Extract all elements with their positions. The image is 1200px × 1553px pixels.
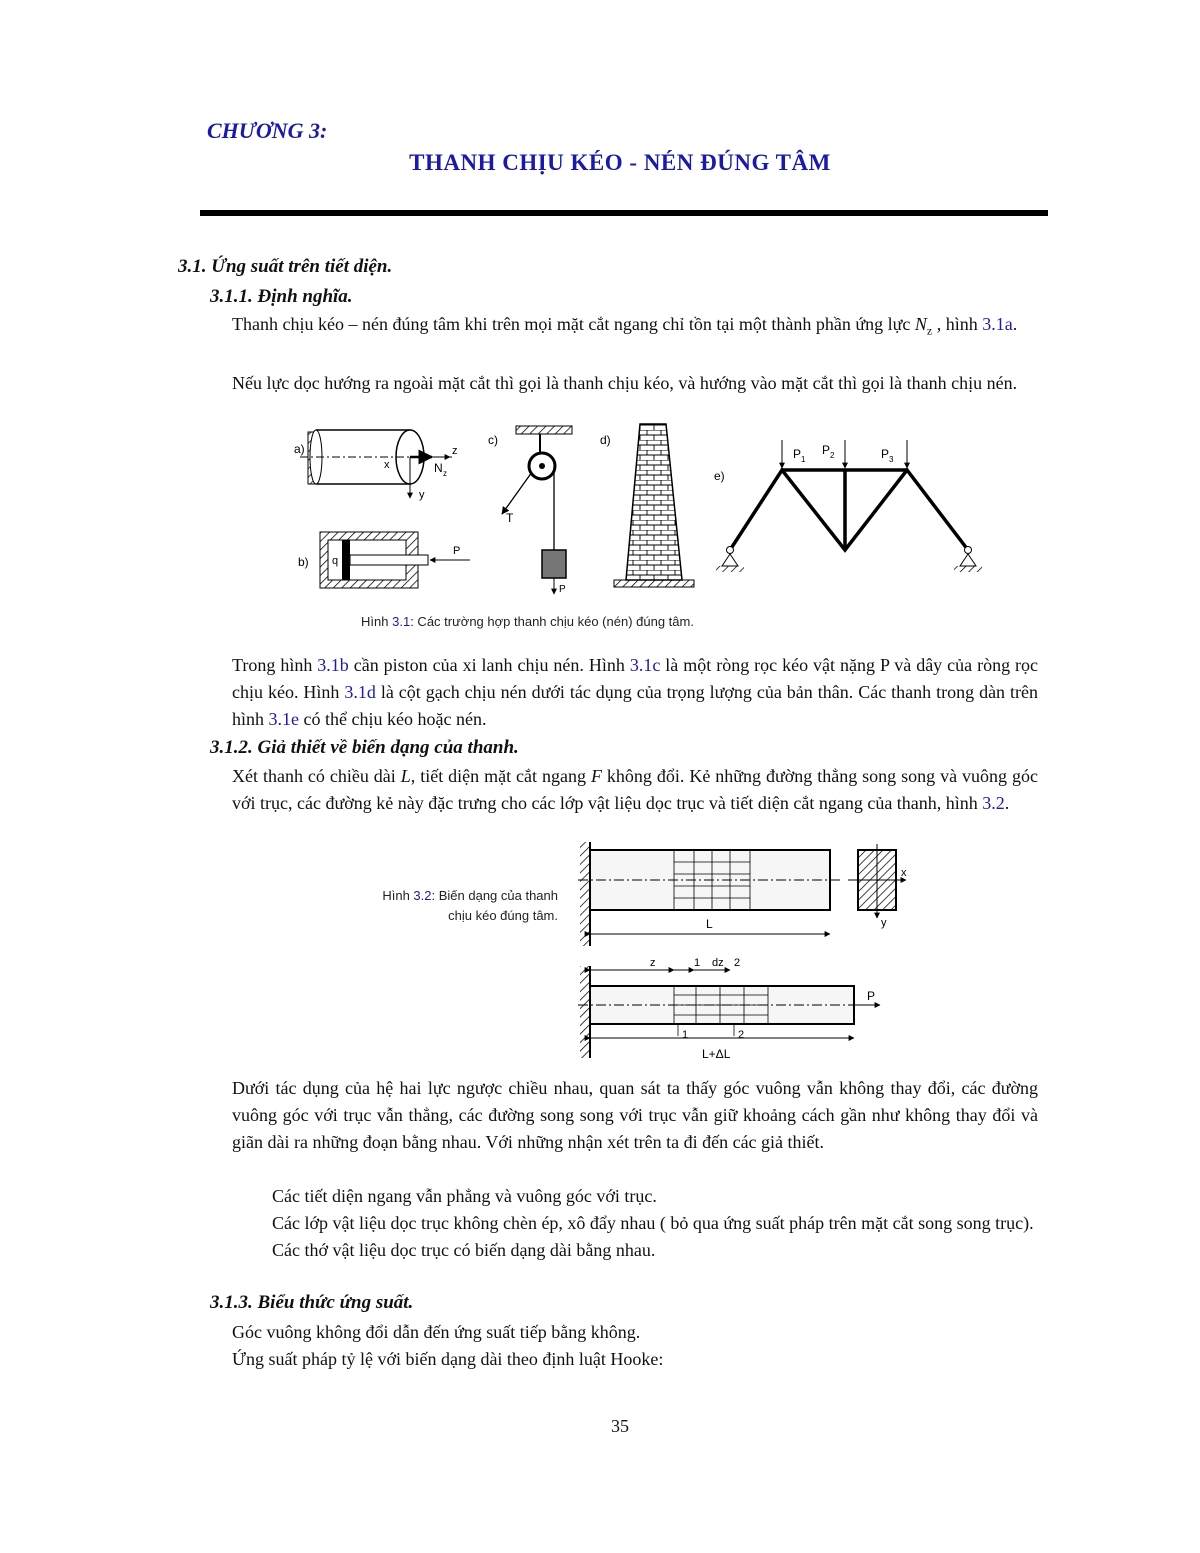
fig-e-truss <box>714 440 982 572</box>
svg-text:x: x <box>901 867 907 879</box>
fig-3-1c-link[interactable]: 3.1c <box>629 655 661 675</box>
svg-text:1: 1 <box>682 1029 689 1041</box>
figure-3-1 <box>280 420 1000 600</box>
fig-b-piston <box>298 532 470 588</box>
svg-text:P: P <box>822 443 831 457</box>
chapter-label: CHƯƠNG 3: <box>207 118 328 143</box>
list-item: Các lớp vật liệu dọc trục không chèn ép, xô đẩy nhau ( bỏ qua ứng suất pháp trên mặt cắt song song trục). <box>272 1213 1034 1233</box>
svg-text:a): a) <box>294 442 305 456</box>
svg-text:L+ΔL: L+ΔL <box>702 1047 731 1061</box>
svg-text:e): e) <box>714 469 725 483</box>
stress-line-1: Góc vuông không đổi dẫn đến ứng suất tiếp bằng không. <box>232 1322 641 1342</box>
figure-3-1-caption: Hình 3.1: Các trường hợp thanh chịu kéo (nén) đúng tâm. <box>361 614 694 629</box>
fig-3-2-caption-link[interactable]: 3.2 <box>413 888 432 903</box>
svg-text:1: 1 <box>694 957 701 969</box>
svg-text:x: x <box>384 459 390 471</box>
fig-3-1e-link[interactable]: 3.1e <box>268 709 300 729</box>
stress-line-2: Ứng suất pháp tỷ lệ với biến dạng dài theo định luật Hooke: <box>232 1349 664 1369</box>
svg-text:N: N <box>434 461 443 475</box>
section-3-1-1-heading: 3.1.1. Định nghĩa. <box>210 286 353 307</box>
svg-text:P: P <box>453 545 461 557</box>
figure-explanation-paragraph: Trong hình 3.1b cần piston của xi lanh chịu nén. Hình 3.1c là một ròng rọc kéo vật nặng P và dây của ròng rọc chịu kéo. Hình 3.1d là cột gạch chịu nén dưới tác dụng của trọng lượng của bản thân. Các thanh trong dàn trên hình 3.1e có thể chịu kéo hoặc nén. <box>232 655 1039 729</box>
svg-text:q: q <box>332 555 339 567</box>
svg-text:c): c) <box>488 433 498 447</box>
fig-3-1a-link[interactable]: 3.1a <box>982 314 1013 334</box>
section-3-1-3-heading: 3.1.3. Biểu thức ứng suất. <box>210 1292 414 1313</box>
fig-3-1-link[interactable]: 3.1 <box>392 614 411 629</box>
fig-a-cylinder <box>294 430 458 501</box>
figure-3-2-caption: Hình 3.2: Biến dạng của thanh chịu kéo đúng tâm. <box>382 888 558 923</box>
fig-3-1d-link[interactable]: 3.1d <box>344 682 376 702</box>
fig-3-2-deformed-bar <box>578 957 880 1061</box>
section-3-1-heading: 3.1. Ứng suất trên tiết diện. <box>178 256 393 277</box>
svg-text:P: P <box>867 989 876 1003</box>
observation-paragraph: Dưới tác dụng của hệ hai lực ngược chiều nhau, quan sát ta thấy góc vuông vẫn không thay đổi, các đường vuông góc với trục vẫn thẳng, các đường song song với trục vẫn giữ khoảng cách gần như không thay đổi và giãn dài ra những đoạn bằng nhau. Với những nhận xét trên ta đi đến các giả thiết. <box>232 1078 1038 1152</box>
svg-text:y: y <box>881 917 887 929</box>
svg-text:P: P <box>559 584 566 595</box>
svg-text:2: 2 <box>734 957 741 969</box>
svg-text:3: 3 <box>889 455 894 464</box>
fig-3-1b-link[interactable]: 3.1b <box>317 655 349 675</box>
svg-text:b): b) <box>298 555 309 569</box>
list-item: Các thớ vật liệu dọc trục có biến dạng dài bằng nhau. <box>272 1240 656 1260</box>
svg-text:2: 2 <box>738 1029 745 1041</box>
definition-paragraph: Thanh chịu kéo – nén đúng tâm khi trên mọi mặt cắt ngang chỉ tồn tại một thành phần ứng lực $N_z$ , hình 3.1a. <box>232 314 1018 338</box>
section-3-1-2-heading: 3.1.2. Giả thiết về biến dạng của thanh. <box>210 737 519 758</box>
page-number: 35 <box>611 1416 629 1436</box>
svg-text:y: y <box>419 489 425 501</box>
fig-3-2-link[interactable]: 3.2 <box>982 793 1005 813</box>
figure-3-2 <box>570 840 920 1070</box>
chapter-title: THANH CHỊU KÉO - NÉN ĐÚNG TÂM <box>409 150 831 175</box>
fig-3-2-cross-section <box>848 844 907 929</box>
svg-text:z: z <box>650 957 656 969</box>
svg-text:2: 2 <box>830 451 835 460</box>
svg-text:z: z <box>452 445 458 457</box>
deformation-paragraph: Xét thanh có chiều dài L, tiết diện mặt cắt ngang F không đổi. Kẻ những đường thẳng song song và vuông góc với trục, các đường kẻ này đặc trưng cho các lớp vật liệu dọc trục và tiết diện cắt ngang của thanh, hình 3.2. <box>232 766 1038 813</box>
svg-text:d): d) <box>600 433 611 447</box>
nz-symbol: N <box>914 314 927 334</box>
fig-3-2-undeformed-bar <box>578 842 842 946</box>
title-divider <box>200 210 1048 216</box>
tension-compression-paragraph: Nếu lực dọc hướng ra ngoài mặt cắt thì gọi là thanh chịu kéo, và hướng vào mặt cắt thì gọi là thanh chịu nén. <box>232 373 1018 393</box>
svg-text:dz: dz <box>712 957 724 969</box>
svg-text:P: P <box>793 447 802 461</box>
svg-text:T: T <box>506 511 514 525</box>
list-item: Các tiết diện ngang vẫn phẳng và vuông góc với trục. <box>272 1186 657 1206</box>
svg-text:L: L <box>706 917 713 931</box>
svg-text:P: P <box>881 447 890 461</box>
svg-text:z: z <box>443 469 447 478</box>
svg-text:1: 1 <box>801 455 806 464</box>
fig-d-brick-column <box>600 424 694 587</box>
fig-c-pulley <box>488 426 572 595</box>
assumptions-list <box>272 1183 1038 1264</box>
